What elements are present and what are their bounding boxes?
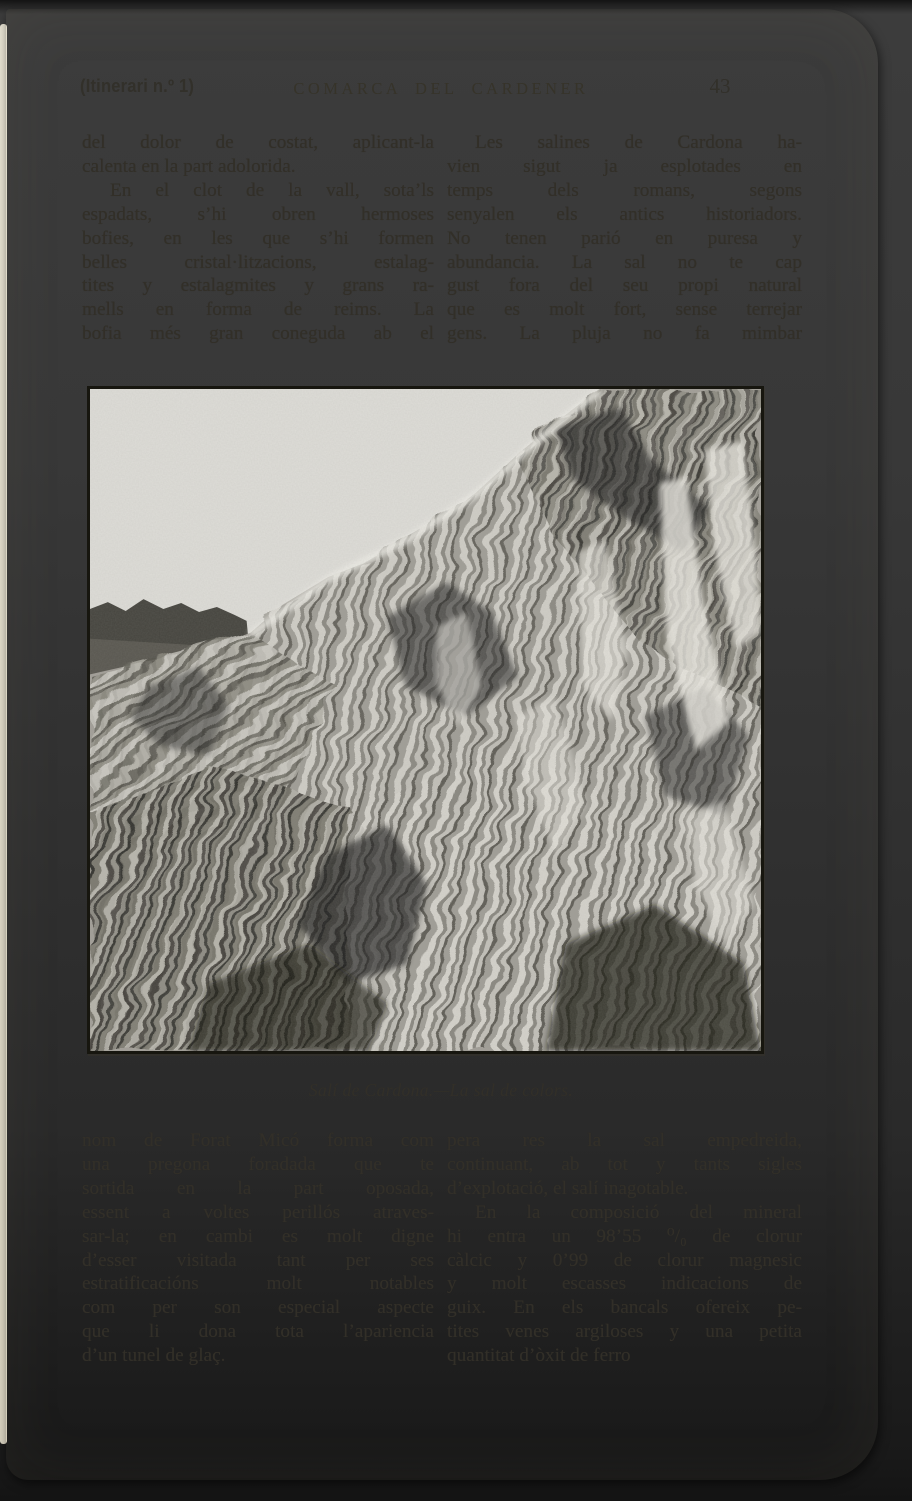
text-line: calenta en la part adolorida. — [82, 155, 296, 177]
text-line: d’esser visitada tant per ses — [82, 1249, 434, 1271]
text-line: mells en forma de reims. La — [82, 299, 434, 321]
text-line: y molt escasses indicacions de — [447, 1273, 802, 1295]
text-line: càlcic y 0’99 de clorur magnesic — [447, 1249, 802, 1271]
text-line: del dolor de costat, aplicant-la — [82, 132, 434, 153]
text-line: gens. La pluja no fa mimbar — [447, 323, 802, 345]
text-line: vien sigut ja esplotades en — [447, 155, 802, 177]
text-line: abundancia. La sal no te cap — [447, 251, 802, 273]
text-line: En el clot de la vall, sota’ls — [109, 179, 434, 201]
text-line: pera res la sal empedreida, — [447, 1130, 802, 1151]
text-line: belles cristal·litzacions, estalag- — [82, 251, 434, 273]
text-line: espadats, s’hi obren hermoses — [82, 203, 434, 225]
text-line: continuant, ab tot y tants sigles — [447, 1153, 802, 1175]
text-line: temps dels romans, segons — [447, 179, 802, 201]
text-line: quantitat d’òxit de ferro — [447, 1345, 631, 1367]
text-line: bofia més gran coneguda ab el — [82, 323, 434, 345]
text-line: com per son especial aspecte — [82, 1297, 434, 1319]
text-line: que es molt fort, sense terrejar — [447, 299, 802, 321]
itinerary-label: (Itinerari n.º 1) — [80, 76, 195, 96]
figure-caption: Salí de Cardona.—La sal de colors. — [308, 1080, 574, 1100]
text-line: guix. En els bancals ofereix pe- — [447, 1297, 802, 1319]
text-line: essent a voltes perillós atraves- — [82, 1201, 434, 1223]
text-line: bofies, en les que s’hi formen — [82, 227, 434, 249]
text-line: gust fora del seu propi natural — [447, 275, 802, 297]
text-line: Les salines de Cardona ha- — [474, 132, 802, 153]
text-line: d’explotació, el salí inagotable. — [447, 1177, 689, 1199]
text-column-top-left — [82, 131, 434, 346]
page-number: 43 — [709, 74, 731, 98]
text-line: sar-la; en cambi es molt digne — [82, 1225, 434, 1247]
text-line: una pregona foradada que te — [82, 1153, 434, 1175]
salt-mountain-photo — [90, 389, 761, 1051]
text-line: No tenen parió en puresa y — [447, 227, 802, 249]
text-line: tites venes argiloses y una petita — [447, 1321, 802, 1343]
page-title: COMARCA DEL CARDENER — [293, 79, 589, 98]
text-column-top-right — [447, 131, 802, 346]
figure-frame — [87, 386, 764, 1054]
text-line: tites y estalagmites y grans ra- — [82, 275, 434, 297]
text-line: sortida en la part oposada, — [82, 1177, 434, 1199]
text-line: senyalen els antics historiadors. — [447, 203, 802, 225]
text-line: d’un tunel de glaç. — [82, 1345, 226, 1367]
text-line: estratificacións molt notables — [82, 1273, 434, 1295]
text-column-bottom-left — [82, 1129, 434, 1368]
text-line: hi entra un 98’55 ⁰/₀ de clorur — [447, 1225, 802, 1247]
text-line: nom de Forat Micó forma com — [82, 1130, 434, 1151]
text-line: que li dona tota l’apariencia — [82, 1321, 434, 1343]
text-column-bottom-right — [447, 1129, 802, 1368]
text-line: En la composició del mineral — [474, 1201, 802, 1223]
